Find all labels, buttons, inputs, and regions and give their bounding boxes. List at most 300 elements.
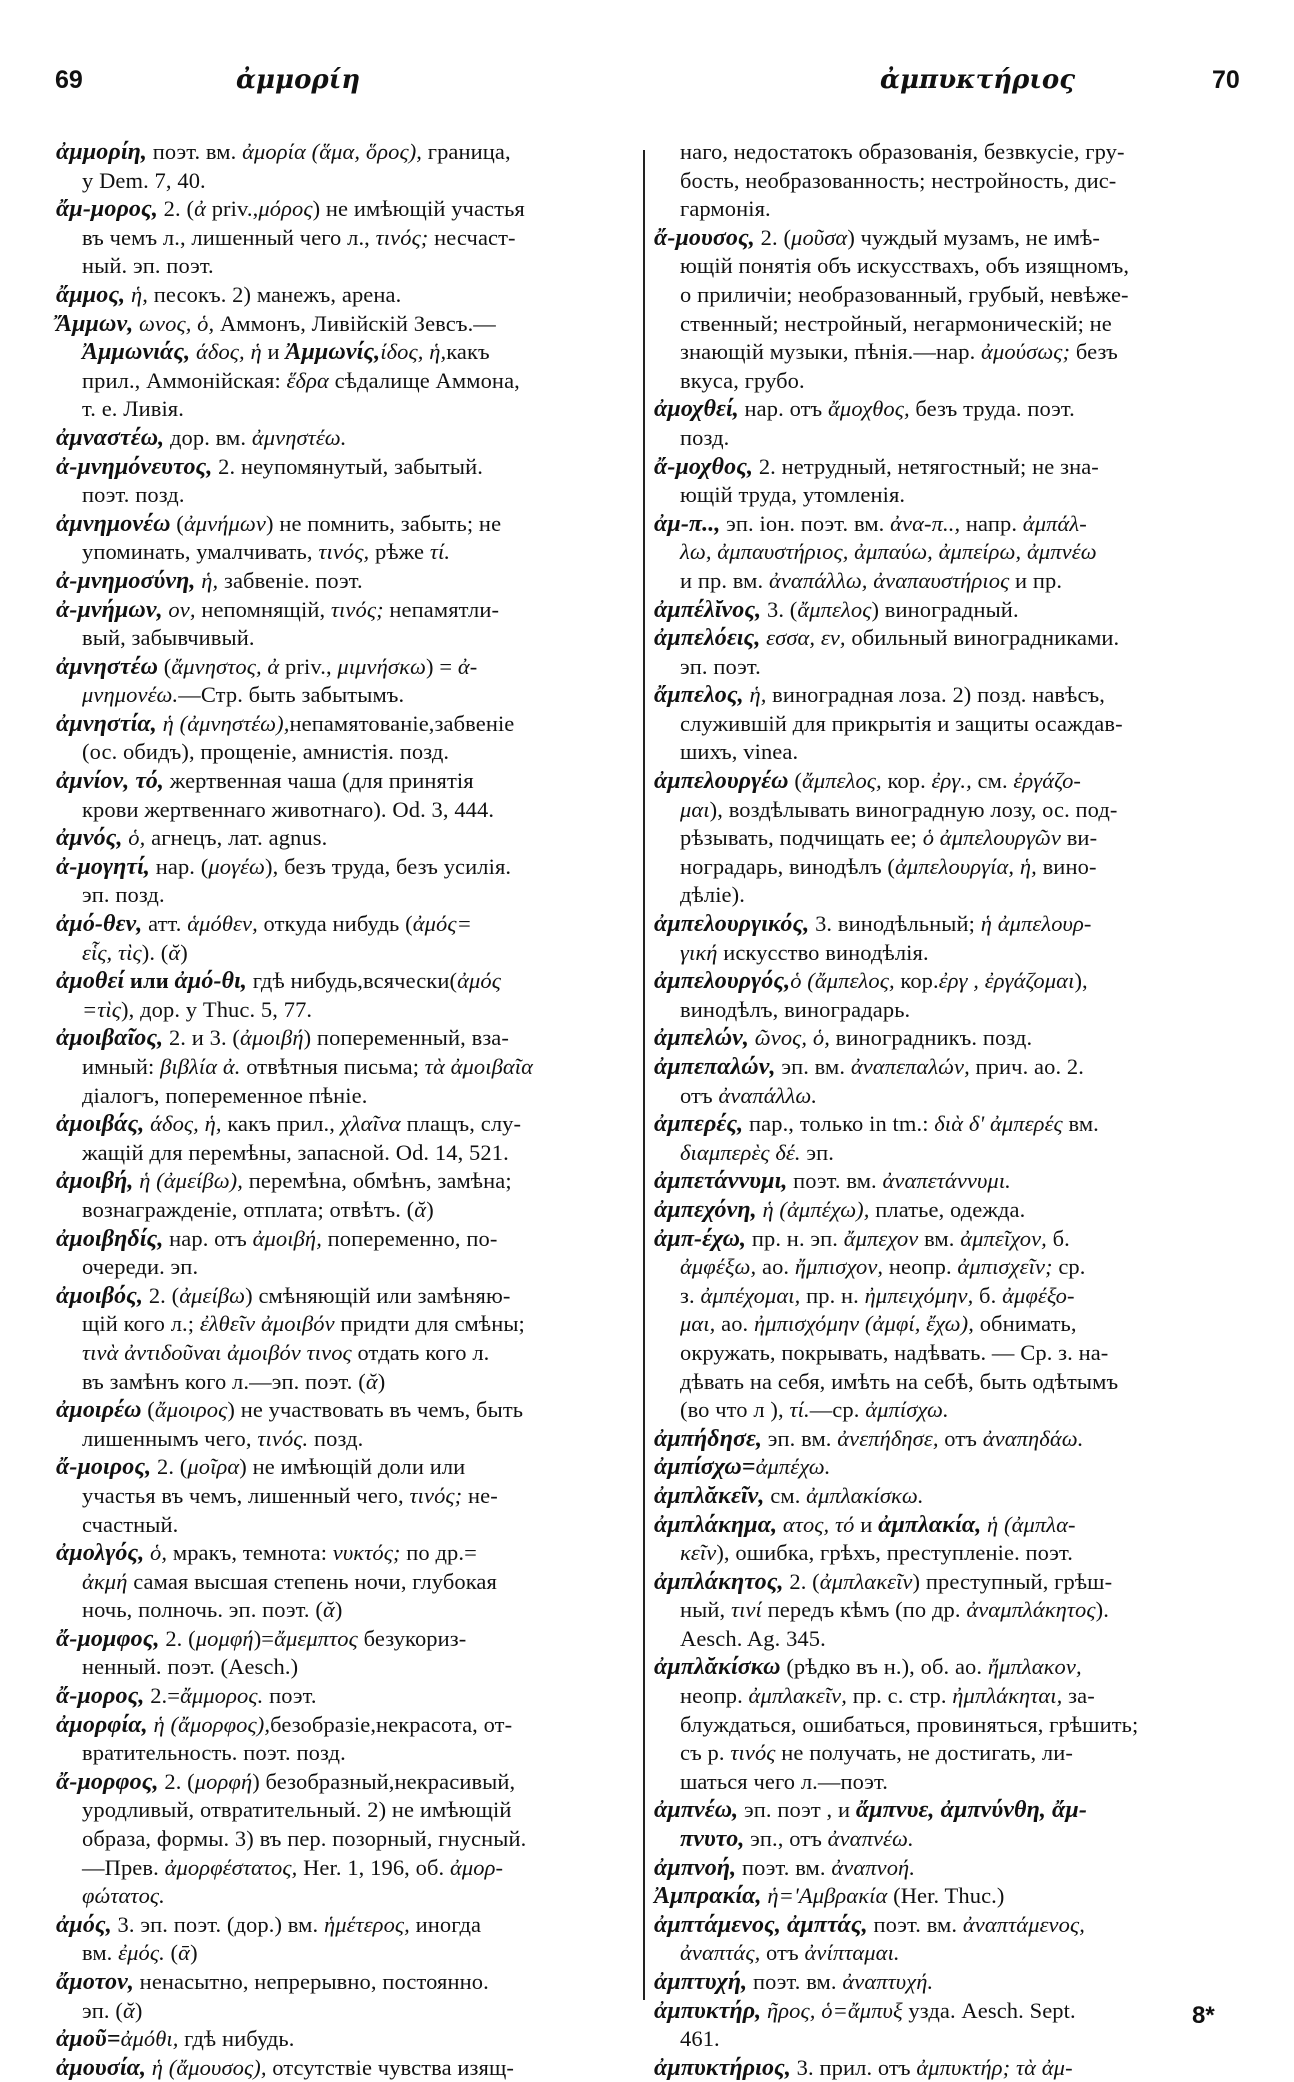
definition-text: поэт. вм. — [736, 1854, 832, 1880]
entry-continuation-line — [56, 338, 636, 367]
greek-form: ἄμπελος, — [801, 768, 882, 794]
entry-continuation-line — [654, 1625, 1244, 1654]
entry-continuation-line — [654, 1768, 1244, 1797]
headword: ἀμπεχόνη, — [654, 1196, 757, 1223]
entry-headword-line — [654, 1453, 1244, 1482]
definition-text: ао. — [756, 1254, 795, 1280]
definition-text: (ос. обидъ), прощеніе, амнистія. позд. — [82, 739, 450, 765]
definition-text: 2. ( — [754, 224, 792, 250]
definition-text: перемѣна, обмѣнъ, замѣна; — [243, 1168, 512, 1194]
entry-headword-line — [654, 453, 1244, 482]
greek-form: ἡμέτερος, — [323, 1911, 410, 1937]
greek-form: άδος, ἡ — [190, 339, 262, 365]
greek-form: ἀναπτάμενος, — [962, 1911, 1085, 1937]
greek-form: ἐμός. — [118, 1940, 165, 1966]
greek-form: ἀναπάλλω, ἀναπαυστήριος — [768, 567, 1010, 593]
headword: ἀμπλάκημα, — [654, 1511, 778, 1538]
greek-form: ἡ, — [125, 281, 148, 307]
definition-text: передъ кѣмъ (по др. — [761, 1597, 967, 1623]
definition-text: агнецъ, лат. agnus. — [145, 825, 328, 851]
greek-form: ῆρος, ὁ=ἄμπυξ — [761, 1997, 903, 2023]
definition-text: непамятованіе,забвеніе — [289, 710, 515, 736]
entry-headword-line — [56, 1911, 636, 1940]
entry-headword-line — [654, 1196, 1244, 1225]
headword: ἄ-μοιρος, — [56, 1454, 152, 1481]
definition-text: граница, — [422, 139, 511, 164]
definition-text: ) безобразный,некрасивый, — [252, 1768, 516, 1794]
greek-form: ἀναπάλλω. — [718, 1082, 818, 1108]
greek-form: τινός; — [330, 596, 384, 622]
greek-form: ἀμόθι, — [120, 2026, 179, 2052]
entry-headword-line — [654, 1997, 1244, 2026]
headword: ἀμπυκτήρ, — [654, 1997, 762, 2024]
entry-continuation-line — [56, 1425, 636, 1454]
definition-text: не получать, не достигать, ли- — [775, 1740, 1073, 1766]
definition-text: ), — [1074, 968, 1088, 994]
greek-form: ίδος, ἡ, — [380, 339, 447, 365]
definition-text: ) чуждый музамъ, не имѣ- — [847, 224, 1101, 250]
entry-headword-line — [654, 596, 1244, 625]
greek-form: ἀναπεπαλών, — [850, 1054, 970, 1079]
definition-text: отъ — [760, 1940, 805, 1966]
definition-text: попеременно, по- — [321, 1225, 498, 1251]
definition-text: дор. вм. — [164, 424, 252, 450]
definition-text: нар. отъ — [163, 1225, 253, 1251]
definition-text: служившій для прикрытія и защиты осаждав- — [680, 710, 1123, 736]
definition-text: сѣдалище Аммона, — [328, 367, 520, 393]
entry-continuation-line — [654, 881, 1244, 910]
greek-form: ατος, τό — [777, 1511, 855, 1537]
definition-text: 2. ( — [143, 1282, 180, 1308]
entry-continuation-line — [56, 1368, 636, 1397]
page-number-left: 69 — [55, 66, 83, 94]
entry-headword-line — [56, 1539, 636, 1568]
entry-headword-line — [654, 224, 1244, 253]
greek-form: νυκτός; — [332, 1540, 401, 1566]
greek-form: ἀμοιβή, — [252, 1225, 322, 1251]
definition-text: priv., — [205, 196, 259, 222]
entry-continuation-line — [56, 1739, 636, 1768]
definition-text: ) не имѣющій участья — [312, 196, 525, 222]
headword: ἀμπετάννυμι, — [654, 1168, 788, 1195]
definition-text: рѣзывать, подчищать ее; — [680, 825, 923, 851]
entry-continuation-line — [654, 1253, 1244, 1282]
entry-headword-line — [654, 1425, 1244, 1454]
entry-headword-line — [654, 510, 1244, 539]
headword: ἀμπλάκητος, — [654, 1568, 784, 1595]
entry-headword-line — [654, 1167, 1244, 1196]
greek-form: ἡ='Αμβρακία — [761, 1883, 888, 1909]
entry-headword-line — [56, 424, 636, 453]
greek-form: μαι, — [680, 1311, 716, 1337]
entry-headword-line — [654, 1568, 1244, 1597]
entry-continuation-line — [654, 853, 1244, 882]
entry-continuation-line — [56, 1196, 636, 1225]
column-divider — [643, 150, 645, 2000]
greek-form: ἀμπλακεῖν, — [748, 1683, 847, 1709]
entry-headword-line — [56, 138, 636, 167]
definition-text: ( — [164, 1940, 179, 1966]
definition-text: и пр. вм. — [680, 567, 769, 593]
headword: ἀ-μνημοσύνη, — [56, 567, 196, 594]
headword: ἀμνηστέω — [56, 653, 159, 680]
entry-continuation-line — [56, 796, 636, 825]
definition-text: ( — [141, 1397, 155, 1423]
definition-text: б. — [1046, 1225, 1070, 1251]
headword: ἀμό-θι, — [174, 968, 247, 995]
definition-text: ненасытно, непрерывно, постоянно. — [133, 1969, 489, 1994]
entry-continuation-line — [56, 881, 636, 910]
definition-text: наго, недостатокъ образованія, безвкусіе, гру- — [680, 139, 1125, 164]
headword: ἄ-μοχθος, — [654, 453, 754, 480]
headword: ἀμπυκτήριος, — [654, 2054, 791, 2081]
entry-continuation-line — [654, 1596, 1244, 1625]
definition-text: съ р. — [680, 1740, 731, 1766]
definition-text: неопр. — [680, 1683, 749, 1709]
guide-word-right: ἀμπυκτήριος — [880, 65, 1076, 95]
greek-form: εσσα, εν, — [760, 625, 846, 651]
greek-form: ἀναπνοή. — [831, 1854, 916, 1880]
definition-text: 2.= — [144, 1683, 181, 1709]
headword: ἀμπ-έχω, — [654, 1225, 747, 1252]
definition-text: винодѣлъ, виноградарь. — [680, 996, 911, 1022]
greek-form: ἁμόθεν, — [187, 911, 258, 937]
greek-form: ἤμπισχον, — [794, 1254, 884, 1280]
definition-text: и — [261, 339, 286, 365]
entry-headword-line — [56, 453, 636, 482]
definition-text: за- — [1062, 1683, 1095, 1709]
definition-text: поэт. вм. — [787, 1168, 883, 1194]
greek-form: ἀμφέξο- — [1002, 1282, 1075, 1308]
entry-headword-line — [654, 910, 1244, 939]
definition-text: отдать кого л. — [351, 1339, 490, 1365]
definition-text: ао. — [715, 1311, 755, 1337]
greek-form: ἡ, — [743, 682, 767, 708]
entry-continuation-line — [56, 1082, 636, 1111]
definition-text: эп. — [800, 1139, 834, 1165]
greek-form: ἀμπλακεῖν — [819, 1568, 913, 1594]
definition-text: какъ — [446, 339, 490, 365]
headword: ἀμοιβαῖος, — [56, 1025, 164, 1052]
definition-text: нар. отъ — [738, 396, 829, 422]
definition-text: въ замѣнъ кого л.—эп. поэт. ( — [82, 1368, 366, 1394]
greek-form: =τὶς — [82, 996, 122, 1022]
entry-headword-line — [654, 395, 1244, 424]
headword: ἄμπελος, — [654, 682, 744, 709]
definition-text: —Прев. — [82, 1854, 165, 1880]
entry-headword-line — [56, 824, 636, 853]
entry-continuation-line — [654, 1139, 1244, 1168]
entry-continuation-line — [654, 567, 1244, 596]
entry-headword-line — [56, 567, 636, 596]
definition-text: въ чемъ л., лишенный чего л., — [82, 224, 376, 250]
definition-text: жертвенная чаша (для принятія — [164, 768, 474, 794]
greek-form: μαι — [680, 796, 710, 822]
greek-form: ἄμοιρος — [154, 1397, 228, 1423]
greek-form: άδος, ἡ, — [144, 1111, 222, 1137]
entry-continuation-line — [56, 1482, 636, 1511]
entry-continuation-line — [56, 681, 636, 710]
headword: ἀ-μνημόνευτος, — [56, 453, 213, 480]
definition-text: поэт. вм. — [146, 139, 243, 164]
entry-headword-line — [654, 1511, 1244, 1540]
entry-continuation-line — [654, 738, 1244, 767]
headword: ἀμνηστία, — [56, 710, 157, 737]
definition-text: ви- — [1060, 825, 1098, 851]
definition-text: безукориз- — [357, 1625, 467, 1651]
dictionary-column-right — [654, 138, 1244, 2082]
headword: ἀμπτυχή, — [654, 1969, 748, 1995]
greek-form: ἀναπνέω. — [827, 1826, 914, 1852]
definition-text: лишеннымъ чего, — [82, 1425, 258, 1451]
greek-form: ὁ (ἄμπελος, — [790, 968, 895, 994]
definition-text: дѣліе). — [680, 882, 745, 908]
dictionary-column-left — [56, 138, 636, 2082]
headword: ἀμουσία, — [56, 2054, 147, 2081]
headword: ἄμμος, — [56, 281, 126, 308]
definition-text: ющій понятія объ искусствахъ, объ изящномъ, — [680, 253, 1130, 279]
definition-text: по др.= — [400, 1540, 477, 1566]
definition-text: діалогъ, попеременное пѣніе. — [82, 1082, 368, 1108]
greek-form: ἡ, — [195, 567, 219, 593]
definition-text: ноградарь, винодѣлъ ( — [680, 853, 896, 879]
entry-headword-line — [654, 767, 1244, 796]
definition-text: ) — [190, 1940, 198, 1966]
definition-text: имный: — [82, 1054, 161, 1079]
headword: ἀμπήδησε, — [654, 1425, 763, 1452]
greek-form: τινός, — [318, 539, 370, 565]
definition-text: напр. — [960, 510, 1023, 536]
headword: ἀμοιβή, — [56, 1168, 134, 1195]
headword: ἀμπλᾰκίσκω — [654, 1654, 781, 1681]
definition-text: ) не имѣющій доли или — [239, 1454, 466, 1480]
definition-text: см. — [764, 1482, 807, 1508]
definition-text: образа, формы. 3) въ пер. позорный, гнусный. — [82, 1826, 527, 1852]
definition-text: б. — [973, 1282, 1003, 1308]
definition-text: ) — [377, 1368, 386, 1394]
entry-continuation-line — [56, 252, 636, 281]
greek-form: διὰ δ' ἀμπερές — [934, 1111, 1063, 1137]
greek-form: ᾰ — [365, 1368, 378, 1394]
greek-form: ἀ- — [457, 653, 478, 679]
greek-form: ἀμπυκτήρ; τὰ ἀμ- — [916, 2054, 1073, 2080]
entry-continuation-line — [654, 424, 1244, 453]
definition-text: эп. ( — [82, 1997, 123, 2023]
entry-headword-line — [56, 653, 636, 682]
definition-text: 2. нетрудный, нетягостный; не зна- — [753, 453, 1099, 479]
definition-text: отъ — [680, 1082, 719, 1108]
greek-form: ῶνος, ὁ, — [749, 1025, 830, 1051]
definition-text: позд. — [680, 424, 730, 450]
definition-text: 2. и 3. ( — [163, 1025, 241, 1051]
greek-form: ὁ ἀμπελουργῶν — [922, 825, 1061, 851]
definition-text: —ср. — [809, 1397, 866, 1423]
definition-text: эп. іон. поэт. вм. — [720, 510, 891, 536]
headword: ἀμοῦ= — [56, 2026, 121, 2053]
definition-text: вкуса, грубо. — [680, 367, 805, 393]
entry-headword-line — [56, 1396, 636, 1425]
greek-form: ἀμπισχεῖν; — [957, 1254, 1053, 1280]
definition-text: ср. — [1052, 1254, 1086, 1280]
definition-text: виноградникъ. позд. — [829, 1025, 1033, 1051]
headword: ἀμοιρέω — [56, 1397, 142, 1424]
entry-continuation-line — [56, 1825, 636, 1854]
headword: ἀμπνοή, — [654, 1854, 737, 1881]
definition-text: атт. — [142, 911, 188, 937]
entry-continuation-line — [654, 939, 1244, 968]
greek-form: ἡ (ἀμείβω), — [133, 1168, 244, 1194]
definition-text: мракъ, темнота: — [167, 1540, 333, 1566]
definition-text: щій кого л.; — [82, 1311, 200, 1337]
entry-continuation-line — [654, 1082, 1244, 1111]
entry-headword-line — [56, 1768, 636, 1797]
headword: ἀμ-π.., — [654, 510, 721, 537]
definition-text: вм. — [1062, 1111, 1099, 1137]
definition-text: безобразіе,некрасота, от- — [270, 1711, 513, 1737]
greek-form: ἀμπάλ- — [1022, 510, 1087, 536]
headword: ἄ-μουσος, — [654, 224, 755, 251]
greek-form: βιβλία ἀ. — [160, 1054, 241, 1079]
greek-form: ἀμπλακίσκω. — [806, 1482, 924, 1508]
definition-text: эп. поэт. — [680, 653, 761, 679]
greek-form: ᾰ — [168, 939, 181, 965]
entry-headword-line — [56, 310, 636, 339]
greek-form: ἀμός= — [412, 911, 472, 937]
entry-continuation-line — [56, 624, 636, 653]
greek-form: ἄμοχθος, — [828, 396, 910, 422]
greek-form: τί. — [429, 539, 451, 565]
definition-text: ) — [426, 1196, 434, 1222]
headword: ἀ-μνήμων, — [56, 596, 163, 623]
greek-form: ἤμπλακον, — [987, 1654, 1082, 1680]
headword: Ἀμμωνιάς, — [82, 339, 191, 366]
headword: ἀμός, — [56, 1911, 112, 1938]
greek-form: τινός; — [375, 224, 429, 250]
greek-form: ἀναπτάς, — [680, 1940, 761, 1966]
greek-form: ἠμπειχόμην, — [864, 1282, 974, 1308]
entry-continuation-line — [654, 1368, 1244, 1397]
entry-headword-line — [654, 1225, 1244, 1254]
greek-form: μοῖρα — [187, 1454, 240, 1480]
definition-text: прич. ао. 2. — [969, 1054, 1084, 1079]
definition-text: придти для смѣны; — [334, 1311, 525, 1337]
greek-form: ἐργ , ἐργάζομαι — [938, 968, 1075, 994]
headword: ἀμό-θεν, — [56, 911, 143, 938]
definition-text: безъ — [1070, 339, 1118, 365]
headword: ἀμπίσχω= — [654, 1454, 756, 1481]
greek-form: ἠμπισχόμην (ἀμφί, ἔχω), — [754, 1311, 974, 1337]
definition-text: эп. вм. — [762, 1425, 838, 1451]
greek-form: μιμνήσκω — [337, 653, 426, 679]
entry-headword-line — [654, 1482, 1244, 1511]
headword: ἀμπλᾰκεῖν, — [654, 1482, 765, 1509]
definition-text: очереди. эп. — [82, 1254, 199, 1280]
entry-headword-line — [56, 281, 636, 310]
definition-text: кор. — [881, 768, 932, 794]
greek-form: ἀμοιβή — [240, 1025, 304, 1051]
entry-continuation-line — [654, 195, 1244, 224]
entry-continuation-line — [56, 1139, 636, 1168]
entry-headword-line — [654, 624, 1244, 653]
definition-text: ) — [180, 939, 188, 965]
entry-headword-line — [56, 1682, 636, 1711]
entry-headword-line — [56, 910, 636, 939]
definition-text: забвеніе. поэт. — [218, 567, 363, 593]
definition-text: и пр. — [1009, 567, 1063, 593]
entry-headword-line — [56, 2025, 636, 2054]
definition-text: ночь, полночь. эп. поэт. ( — [82, 1597, 323, 1623]
entry-continuation-line — [56, 1511, 636, 1540]
definition-text: ) попеременный, вза- — [303, 1025, 509, 1051]
entry-continuation-line — [56, 538, 636, 567]
definition-text: (во что л ), — [680, 1397, 790, 1423]
definition-text: ) преступный, грѣш- — [912, 1568, 1113, 1594]
definition-text: вратительность. поэт. позд. — [82, 1740, 346, 1766]
definition-text: самая высшая степень ночи, глубокая — [127, 1568, 497, 1594]
definition-text: 461. — [680, 2026, 720, 2052]
entry-continuation-line — [654, 1739, 1244, 1768]
definition-text: ( — [158, 653, 172, 679]
entry-headword-line — [56, 596, 636, 625]
definition-text: несчаст- — [428, 224, 516, 250]
entry-continuation-line — [654, 281, 1244, 310]
definition-text: ) — [134, 1997, 143, 2023]
greek-form: ἀμπελουργία, ἡ, — [895, 853, 1037, 879]
greek-form: τινὰ ἀντιδοῦναι ἀμοιβόν τινος — [82, 1339, 352, 1365]
greek-form: χλαῖνα — [340, 1111, 401, 1137]
entry-headword-line — [654, 1968, 1244, 1997]
headword: Ἀμμωνίς, — [285, 339, 381, 366]
entry-continuation-line — [56, 1253, 636, 1282]
entry-headword-line — [654, 1854, 1244, 1883]
greek-form: ἡ (ἀμπέχω), — [756, 1196, 870, 1222]
definition-text: отъ — [938, 1425, 983, 1451]
entry-headword-line — [654, 1796, 1244, 1825]
greek-form: ᾰ — [322, 1597, 335, 1623]
definition-text: вый, забывчивый. — [82, 625, 255, 651]
definition-text: непамятли- — [383, 596, 500, 622]
definition-text: вознагражденіе, отплата; отвѣтъ. ( — [82, 1196, 415, 1222]
greek-form: ἀμνηστέω. — [251, 424, 347, 450]
definition-text: 3. прил. отъ — [790, 2054, 917, 2080]
greek-form: μνημονέω. — [82, 682, 179, 708]
definition-text: или — [124, 968, 175, 994]
definition-text: вм. — [82, 1940, 119, 1966]
definition-text: обильный виноградниками. — [845, 625, 1120, 651]
definition-text: 2. ( — [159, 1625, 196, 1651]
greek-form: ἀμπέχω. — [755, 1454, 831, 1480]
definition-text: виноградная лоза. 2) позд. навѣсъ, — [766, 682, 1106, 708]
definition-text: )= — [253, 1625, 275, 1651]
definition-text: бость, необразованность; нестройность, дис- — [680, 167, 1117, 193]
entry-continuation-line — [654, 1939, 1244, 1968]
entry-headword-line — [56, 1225, 636, 1254]
definition-text: ). ( — [141, 939, 169, 965]
definition-text: гармонія. — [680, 196, 771, 222]
definition-text: неопр. — [883, 1254, 958, 1280]
greek-form: ᾱ — [178, 1940, 191, 1966]
definition-text: 3. эп. поэт. (дор.) вм. — [111, 1911, 324, 1937]
definition-text: —Стр. быть забытымъ. — [178, 682, 405, 708]
headword: ἀμπέλῐνος, — [654, 596, 762, 623]
entry-continuation-line — [654, 1539, 1244, 1568]
entry-continuation-line — [654, 1310, 1244, 1339]
definition-text: ), воздѣлывать виноградную лозу, ос. под- — [709, 796, 1118, 822]
headword: ἄ-μομφος, — [56, 1625, 160, 1652]
definition-text: нар. ( — [150, 853, 209, 879]
definition-text: поэт. вм. — [867, 1911, 963, 1937]
greek-form: ἀναπηδάω. — [982, 1425, 1084, 1451]
